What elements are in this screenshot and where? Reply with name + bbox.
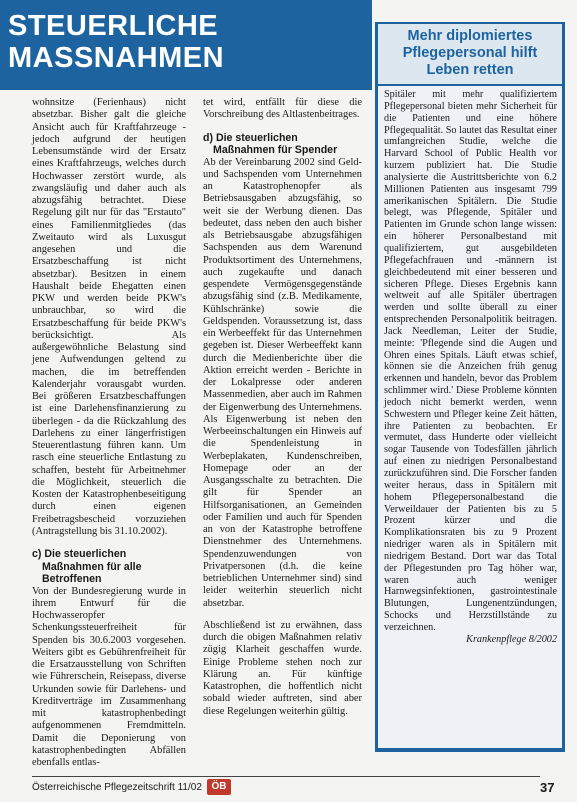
paragraph: tet wird, entfällt für diese die Vorschreibung des Altlastenbeitrages.: [203, 97, 362, 121]
sidebar-source: Krankenpflege 8/2002: [466, 633, 557, 645]
paragraph: Abschließend ist zu erwähnen, dass durch die obigen Maßnahmen relativ zügig Klarheit geschaffen wurde. Einige Probleme stehen noch zur Klärung an. Für künftige Katastrophen, die hoffentlich nicht sobald wieder auftreten, sind aber diese Regelungen weiterhin gültig.: [203, 619, 362, 717]
paragraph: Ab der Vereinbarung 2002 sind Geld- und Sachspenden vom Unternehmen an Katastrophenopfer als Betriebsausgaben abzugsfähig, so weit sie der Werbung dienen. Das bedeutet, dass neben den auch bisher als Betriebsausgabe abzugsfähigen Sachspenden aus dem Warenund Produktsortiment des Unternehmens, auch zugekaufte und danach gespendete Vermögensgegenstände abzugsfähig sind (z.B. Medikamente, Kühlschränke) sowie die Geldspenden. Voraussetzung ist, dass ein Werbeeffekt für das Unternehmen gegeben ist. Dieser Werbeeffekt kann durch die Medienberichte über die Aktion erreicht werden - Berichte in der Lokalpresse oder anderen Massenmedien, aber auch im Rahmen der Eigenwerbung des Unternehmens. Als Eigenwerbung ist neben den Werbeeinschaltungen ein Hinweis auf die Spendenleistung in Werbeplakaten, Kundenschreiben, Homepage oder an der Ausgangsschalte zu betrachten. Die gilt für Spender an Hilfsorganisationen, an Gemeinden oder Familien und auch für Spenden an von der Katastrophe betroffene Dienstnehmer des Unternehmens. Spendenzuwendungen von Privatpersonen (d.h. die keine betrieblichen Unternehmer sind) sind leider weiterhin steuerlich nicht absetzbar.: [203, 156, 362, 609]
paragraph: wohnsitze (Ferienhaus) nicht absetzbar. Bisher galt die gleiche Ansicht auch für Kraftfahrzeuge - jedoch aufgrund der heutigen Lebensumstände wird der Ersatz eines Kraftfahrzeugs, welches durch Hochwasser zerstört wurde, als zwangsläufig und daher auch als abzugsfähig betrachtet. Diese Regelung gilt nur für das "Erstauto" eines Familienmitgliedes (das Zweitauto wird als Luxusgut angesehen und die Ersatzbeschaffung ist nicht absetzbar). Besitzen in einem Haushalt beide Ehegatten einen PKW und werden beide PKW's unbrauchbar, so wird die Ersatzbeschaffung für beide PKW's berücksichtigt. Als außergewöhnliche Belastung sind jene Aufwendungen geltend zu machen, die im betreffenden Kalenderjahr vorausgabt wurden. Bei größeren Ersatzbeschaffungen ist eine Darlehensfinanzierung zu überlegen - da die Rückzahlung des Darlehens zu einer längerfristigen Steuerentlastung führen kann. Um rasch eine steuerliche Entlastung zu schaffen, besteht für Arbeitnehmer die Möglichkeit, steuerlich die Kosten der Katastrophenbeseitigung durch einen eigenen Freibetragsbescheid vorzuziehen (Antragstellung bis 31.10.2002).: [32, 97, 186, 537]
article-column-2: [203, 97, 362, 718]
publication-name: Österreichische Pflegezeitschrift 11/02: [32, 782, 202, 793]
page-title-line-2: MASSNAHMEN: [8, 42, 225, 74]
page-title-line-1: STEUERLICHE: [8, 10, 219, 42]
paragraph: Von der Bundesregierung wurde in ihrem Entwurf für die Hochwasseropfer Schenkungssteuerfreiheit für Spenden bis 30.6.2003 vorgesehen. Weiters gibt es Gebührenfreiheit für die Ersatzausstellung von Schriften wie Führerschein, Reisepass, diverse Urkunden sowie für Darlehens- und Kreditverträge im Zusammenhang mit katastrophenbedingt aufgenommenen Fremdmitteln. Damit die Deponierung von katastrophenbedingten Abfällen ebenfalls entlas-: [32, 585, 186, 768]
section-heading-c: c) Die steuerlichen Maßnahmen für alle Betroffenen: [32, 548, 142, 585]
section-heading-d: d) Die steuerlichen Maßnahmen für Spender: [203, 131, 338, 156]
footer-rule: [32, 776, 540, 777]
page-title: [8, 10, 368, 74]
sidebar-paragraph: Spitäler mit mehr qualifiziertem Pflegepersonal bieten mehr Sicherheit für die Patienten und eine höhere Pflegequalität. So lautet das Resultat einer umfangreichen Studie, welche die Harvard School of Public Health vor kurzem publiziert hat. Die Studie analysierte die Austrittsberichte von 6.2 Millionen Patienten aus insgesamt 799 amerikanischen Spitälern. Die Studie belegt, was Pflegende, Spitäler und Patienten im Grunde schon lange wissen: ein höherer Personalbestand mit qualifiziertem, gut ausgebildeten Pflegefachfrauen und -männern ist gleichbedeutend mit einer besseren und sicheren Pflege. Dieses Ergebnis kann weltweit auf alle Spitäler übertragen werden und sollte überall zu einer entsprechenden Personalpolitik beitragen. Jack Needleman, Leiter der Studie, meinte: 'Pflegende sind die Augen und Ohren eines Spitals. Läuft etwas schief, können sie die Anzeichen früh genug erkennen und handeln, bevor das Problem schlimmer wird.' Diese Probleme könnten jedoch nicht bemerkt werden, wenn Schwestern und Pfleger keine Zeit hätten, ihre Patienten zu beobachten. Er vermutet, dass Hunderte oder vielleicht sogar Tausende von Todesfällen jährlich auf einen zu niedrigen Personalbestand zurückzuführen sind. Die Forscher fanden weiter heraus, dass in Spitälern mit hohem Pflegepersonalbestand die Verweildauer der Patienten bis zu 5 Prozent kürzer und die Komplikationsraten bis zu 9 Prozent niedriger waren als in Spitälern mit niedrigem Bestand. Dort war das Total der Pflegestunden pro Tag höher war, waren auch weniger Harnwegsinfektionen, gastrointestinale Blutungen, Lungenentzündungen, Schocks und Herzstillstände zu verzeichnen.: [384, 89, 557, 633]
sidebar-body: [378, 86, 562, 748]
publisher-logo-icon: ÖB: [207, 779, 231, 795]
sidebar-title-line-2: Pflegepersonal hilft: [402, 45, 538, 61]
page-footer: [0, 772, 577, 802]
sidebar-title-line-1: Mehr diplomiertes: [407, 28, 533, 44]
article-column-1: [32, 97, 186, 769]
sidebar-title-line-3: Leben retten: [426, 62, 514, 78]
sidebar-title: [378, 24, 562, 84]
page-number: 37: [540, 780, 555, 795]
